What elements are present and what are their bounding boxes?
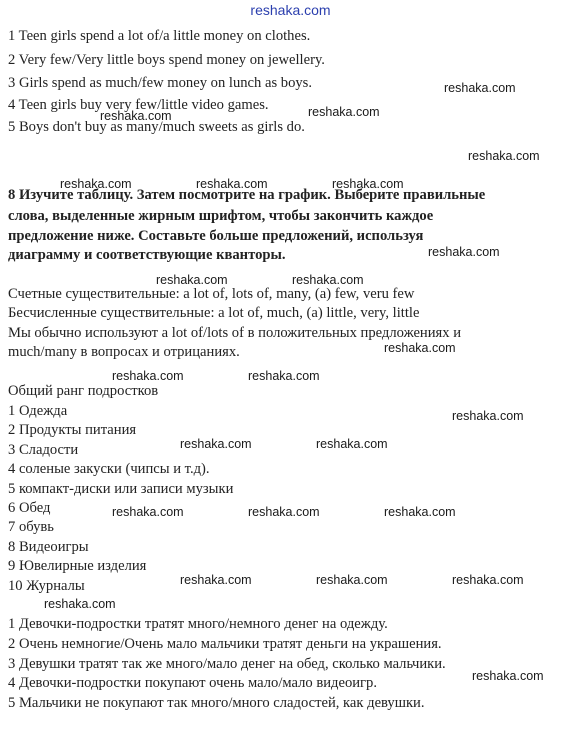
ranking-item: 9 Ювелирные изделия [8,558,147,574]
watermark: reshaka.com [452,573,524,587]
watermark: reshaka.com [384,341,456,355]
rule-usage-2: much/many в вопросах и отрицаниях. [8,344,240,360]
watermark: reshaka.com [248,505,320,519]
watermark: reshaka.com [180,573,252,587]
watermark: reshaka.com [316,573,388,587]
watermark: reshaka.com [196,177,268,191]
watermark: reshaka.com [316,437,388,451]
english-sentence-3: 3 Girls spend as much/few money on lunch as boys. [8,75,312,91]
watermark: reshaka.com [248,369,320,383]
watermark: reshaka.com [468,149,540,163]
rule-uncountable: Бесчисленные существительные: a lot of, much, (a) little, very, little [8,305,420,321]
russian-sentence-3: 3 Девушки тратят так же много/мало денег на обед, сколько мальчики. [8,656,446,672]
watermark: reshaka.com [292,273,364,287]
ranking-title: Общий ранг подростков [8,383,159,399]
watermark: reshaka.com [44,597,116,611]
ranking-item: 8 Видеоигры [8,539,89,555]
task-line-3: предложение ниже. Составьте больше предложений, используя [8,228,424,244]
watermark: reshaka.com [156,273,228,287]
site-header-watermark: reshaka.com [250,2,331,18]
watermark: reshaka.com [444,81,516,95]
rule-usage-1: Мы обычно используют a lot of/lots of в положительных предложениях и [8,325,462,341]
task-line-2: слова, выделенные жирным шрифтом, чтобы закончить каждое [8,208,434,224]
watermark: reshaka.com [180,437,252,451]
watermark: reshaka.com [428,245,500,259]
watermark: reshaka.com [308,105,380,119]
ranking-item: 7 обувь [8,519,54,535]
task-line-1: 8 Изучите таблицу. Затем посмотрите на график. Выберите правильные [8,187,486,203]
ranking-item: 3 Сладости [8,442,79,458]
ranking-item: 4 соленые закуски (чипсы и т.д). [8,461,210,477]
watermark: reshaka.com [332,177,404,191]
watermark: reshaka.com [112,369,184,383]
watermark: reshaka.com [472,669,544,683]
russian-sentence-4: 4 Девочки-подростки покупают очень мало/мало видеоигр. [8,675,377,691]
english-sentence-1: 1 Teen girls spend a lot of/a little money on clothes. [8,28,311,44]
ranking-item: 10 Журналы [8,578,85,594]
ranking-item: 2 Продукты питания [8,422,137,438]
watermark: reshaka.com [452,409,524,423]
russian-sentence-5: 5 Мальчики не покупают так много/много сладостей, как девушки. [8,695,425,711]
watermark: reshaka.com [100,109,172,123]
russian-sentence-1: 1 Девочки-подростки тратят много/немного денег на одежду. [8,616,388,632]
russian-sentence-2: 2 Очень немногие/Очень мало мальчики тратят деньги на украшения. [8,636,442,652]
english-sentence-5: 5 Boys don't buy as many/much sweets as girls do. [8,119,305,135]
rule-countable: Счетные существительные: a lot of, lots of, many, (a) few, veru few [8,286,415,302]
watermark: reshaka.com [384,505,456,519]
ranking-item: 1 Одежда [8,403,68,419]
task-line-4: диаграмму и соответствующие кванторы. [8,247,286,263]
english-sentence-4: 4 Teen girls buy very few/little video games. [8,97,269,113]
ranking-item: 5 компакт-диски или записи музыки [8,481,234,497]
ranking-item: 6 Обед [8,500,51,516]
watermark: reshaka.com [60,177,132,191]
english-sentence-2: 2 Very few/Very little boys spend money on jewellery. [8,52,325,68]
watermark: reshaka.com [112,505,184,519]
